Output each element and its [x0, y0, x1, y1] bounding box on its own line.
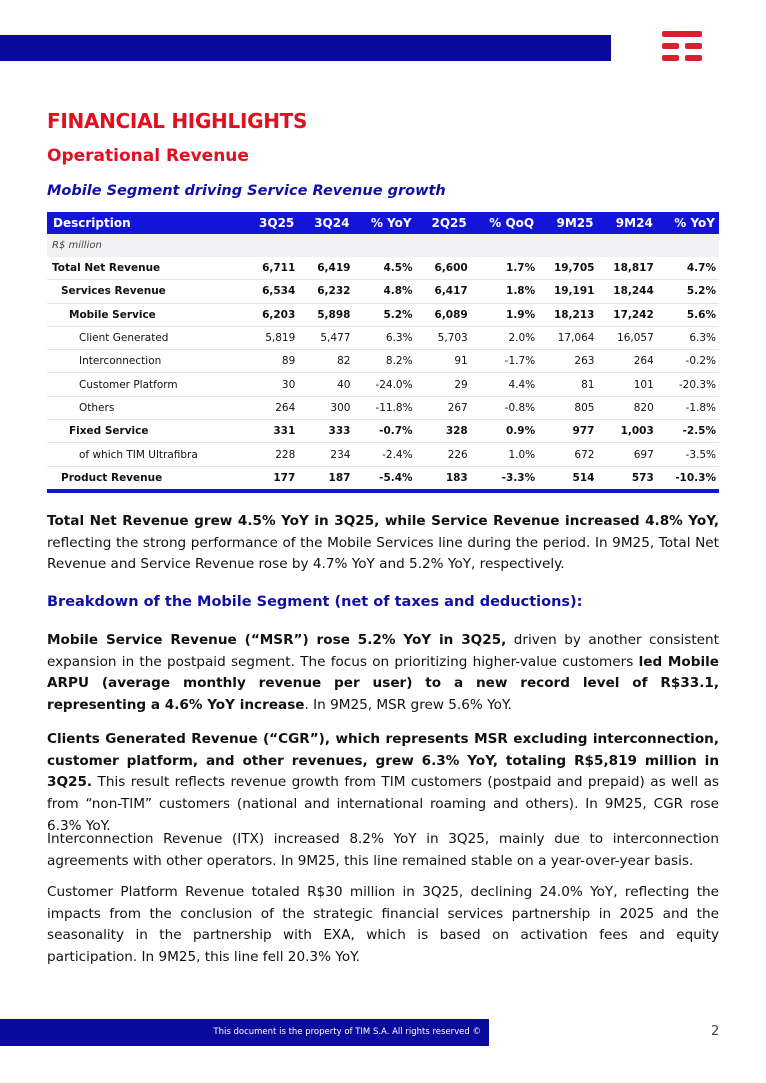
- table-cell: 89: [243, 350, 298, 373]
- footer-bar: [0, 1019, 489, 1046]
- paragraph-msr: [47, 630, 719, 717]
- table-cell: 81: [538, 373, 597, 396]
- table-cell: -24.0%: [353, 373, 415, 396]
- table-cell: 5,898: [298, 303, 353, 326]
- text: driven by another consistent expansion in the postpaid segment. The focus on prioritizing higher-value customers: [47, 632, 719, 670]
- revenue-table: [47, 212, 719, 493]
- column-header: 3Q24: [298, 212, 353, 234]
- table-row: [47, 303, 719, 326]
- breakdown-heading: Breakdown of the Mobile Segment (net of taxes and deductions):: [47, 594, 583, 610]
- table-cell: 17,242: [597, 303, 656, 326]
- table-row: [47, 280, 719, 303]
- table-cell: 177: [243, 466, 298, 491]
- table-cell: -2.4%: [353, 443, 415, 466]
- column-header: 9M24: [597, 212, 656, 234]
- table-cell: 267: [416, 396, 471, 419]
- table-cell: 18,817: [597, 257, 656, 280]
- table-cell: 8.2%: [353, 350, 415, 373]
- table-cell: 4.4%: [471, 373, 538, 396]
- page-title: FINANCIAL HIGHLIGHTS: [47, 109, 308, 133]
- table-cell: 19,705: [538, 257, 597, 280]
- column-header: % YoY: [353, 212, 415, 234]
- table-cell: 333: [298, 420, 353, 443]
- table-cell: 1.0%: [471, 443, 538, 466]
- table-cell: -11.8%: [353, 396, 415, 419]
- paragraph-interconnection: [47, 829, 719, 872]
- table-cell: 6,711: [243, 257, 298, 280]
- table-cell: 16,057: [597, 326, 656, 349]
- table-cell: -0.2%: [657, 350, 719, 373]
- row-label: Services Revenue: [47, 280, 243, 303]
- table-cell: 5,819: [243, 326, 298, 349]
- table-cell: -1.7%: [471, 350, 538, 373]
- table-cell: 1,003: [597, 420, 656, 443]
- row-label: Customer Platform: [47, 373, 243, 396]
- bold-text: Clients Generated Revenue (“CGR”), which represents MSR excluding interconnection, customer platform, and other revenues, grew 6.3% YoY, totaling R$5,819 million in 3Q25.: [47, 731, 719, 791]
- table-cell: 6,600: [416, 257, 471, 280]
- table-cell: 6,534: [243, 280, 298, 303]
- table-row: [47, 257, 719, 280]
- table-cell: -0.8%: [471, 396, 538, 419]
- footer-text: This document is the property of TIM S.A. All rights reserved ©: [213, 1027, 481, 1037]
- table-cell: 6,203: [243, 303, 298, 326]
- table-cell: 300: [298, 396, 353, 419]
- table-cell: 1.9%: [471, 303, 538, 326]
- table-cell: 6,232: [298, 280, 353, 303]
- table-cell: 183: [416, 466, 471, 491]
- column-header: 2Q25: [416, 212, 471, 234]
- table-row: [47, 350, 719, 373]
- table-cell: 672: [538, 443, 597, 466]
- table-row: [47, 466, 719, 491]
- table-cell: -2.5%: [657, 420, 719, 443]
- table-cell: 30: [243, 373, 298, 396]
- table-cell: 6.3%: [657, 326, 719, 349]
- table-cell: 29: [416, 373, 471, 396]
- table-cell: 82: [298, 350, 353, 373]
- row-label: Others: [47, 396, 243, 419]
- row-label: Interconnection: [47, 350, 243, 373]
- table-title: Mobile Segment driving Service Revenue growth: [47, 183, 446, 199]
- table-cell: 6,089: [416, 303, 471, 326]
- bold-text: led Mobile ARPU (average monthly revenue per user) to a new record level of R$33.1, representing a 4.6% YoY increase: [47, 653, 719, 714]
- paragraph-total-revenue: [47, 511, 719, 576]
- table-row: [47, 396, 719, 419]
- table-cell: 91: [416, 350, 471, 373]
- text: reflecting the strong performance of the Mobile Services line during the period. In 9M25, Total Net Revenue and Service Revenue rose by 4.7% YoY and 5.2% YoY, respectively.: [47, 534, 719, 573]
- column-header: % QoQ: [471, 212, 538, 234]
- table-cell: 228: [243, 443, 298, 466]
- table-cell: -3.5%: [657, 443, 719, 466]
- text: Customer Platform Revenue totaled R$30 million in 3Q25, declining 24.0% YoY, reflecting the impacts from the conclusion of the strategic financial services partnership in 2025 and the seasonality in the partnership with EXA, which is based on activation fees and equity participation. In 9M25, this line fell 20.3% YoY.: [47, 884, 719, 966]
- row-label: Product Revenue: [47, 466, 243, 491]
- table-cell: 4.5%: [353, 257, 415, 280]
- paragraph-cgr: [47, 729, 719, 838]
- table-header-row: [47, 212, 719, 234]
- text: . In 9M25, MSR grew 5.6% YoY.: [304, 697, 512, 714]
- table-cell: -5.4%: [353, 466, 415, 491]
- table-row: [47, 420, 719, 443]
- bold-text: Total Net Revenue grew 4.5% YoY in 3Q25, while Service Revenue increased 4.8% YoY,: [47, 513, 719, 529]
- column-header: Description: [47, 212, 243, 234]
- table-cell: 264: [597, 350, 656, 373]
- table-cell: 101: [597, 373, 656, 396]
- table-cell: 4.8%: [353, 280, 415, 303]
- header-bar: [0, 35, 611, 61]
- column-header: 3Q25: [243, 212, 298, 234]
- table-cell: 697: [597, 443, 656, 466]
- row-label: Total Net Revenue: [47, 257, 243, 280]
- table-cell: 40: [298, 373, 353, 396]
- text: This result reflects revenue growth from TIM customers (postpaid and prepaid) as well as from “non-TIM” customers (national and international roaming and others). In 9M25, CGR rose 6.3% YoY.: [47, 774, 719, 834]
- table-cell: 331: [243, 420, 298, 443]
- table-cell: -0.7%: [353, 420, 415, 443]
- table-cell: 187: [298, 466, 353, 491]
- table-cell: 17,064: [538, 326, 597, 349]
- table-cell: 6,417: [416, 280, 471, 303]
- section-title: Operational Revenue: [47, 146, 249, 166]
- row-label: Mobile Service: [47, 303, 243, 326]
- table-cell: 5,703: [416, 326, 471, 349]
- bold-text: Mobile Service Revenue (“MSR”) rose 5.2% YoY in 3Q25,: [47, 632, 507, 648]
- table-cell: 2.0%: [471, 326, 538, 349]
- table-cell: 805: [538, 396, 597, 419]
- table-cell: -20.3%: [657, 373, 719, 396]
- table-cell: 18,213: [538, 303, 597, 326]
- table-cell: 5.6%: [657, 303, 719, 326]
- table-cell: 234: [298, 443, 353, 466]
- page-number: 2: [711, 1024, 720, 1039]
- table-row: [47, 373, 719, 396]
- table-cell: 5,477: [298, 326, 353, 349]
- table-cell: -10.3%: [657, 466, 719, 491]
- table-cell: 820: [597, 396, 656, 419]
- paragraph-customer-platform: [47, 882, 719, 969]
- table-cell: 573: [597, 466, 656, 491]
- table-cell: 977: [538, 420, 597, 443]
- table-cell: 6,419: [298, 257, 353, 280]
- table-cell: 514: [538, 466, 597, 491]
- table-cell: 5.2%: [657, 280, 719, 303]
- table-cell: -1.8%: [657, 396, 719, 419]
- table-row: [47, 326, 719, 349]
- column-header: 9M25: [538, 212, 597, 234]
- table-cell: 18,244: [597, 280, 656, 303]
- table-cell: 4.7%: [657, 257, 719, 280]
- column-header: % YoY: [657, 212, 719, 234]
- table-cell: 264: [243, 396, 298, 419]
- table-cell: 0.9%: [471, 420, 538, 443]
- tim-logo-icon: [662, 31, 702, 63]
- table-cell: 263: [538, 350, 597, 373]
- table-cell: 5.2%: [353, 303, 415, 326]
- row-label: of which TIM Ultrafibra: [47, 443, 243, 466]
- table-cell: 19,191: [538, 280, 597, 303]
- text: Interconnection Revenue (ITX) increased 8.2% YoY in 3Q25, mainly due to interconnection agreements with other operators. In 9M25, this line remained stable on a year-over-year basis.: [47, 831, 719, 869]
- table-cell: 1.7%: [471, 257, 538, 280]
- table-row: [47, 443, 719, 466]
- table-cell: 1.8%: [471, 280, 538, 303]
- row-label: Client Generated: [47, 326, 243, 349]
- unit-label: R$ million: [47, 234, 719, 257]
- unit-row: [47, 234, 719, 257]
- table-cell: -3.3%: [471, 466, 538, 491]
- table-cell: 6.3%: [353, 326, 415, 349]
- table-cell: 328: [416, 420, 471, 443]
- row-label: Fixed Service: [47, 420, 243, 443]
- table-cell: 226: [416, 443, 471, 466]
